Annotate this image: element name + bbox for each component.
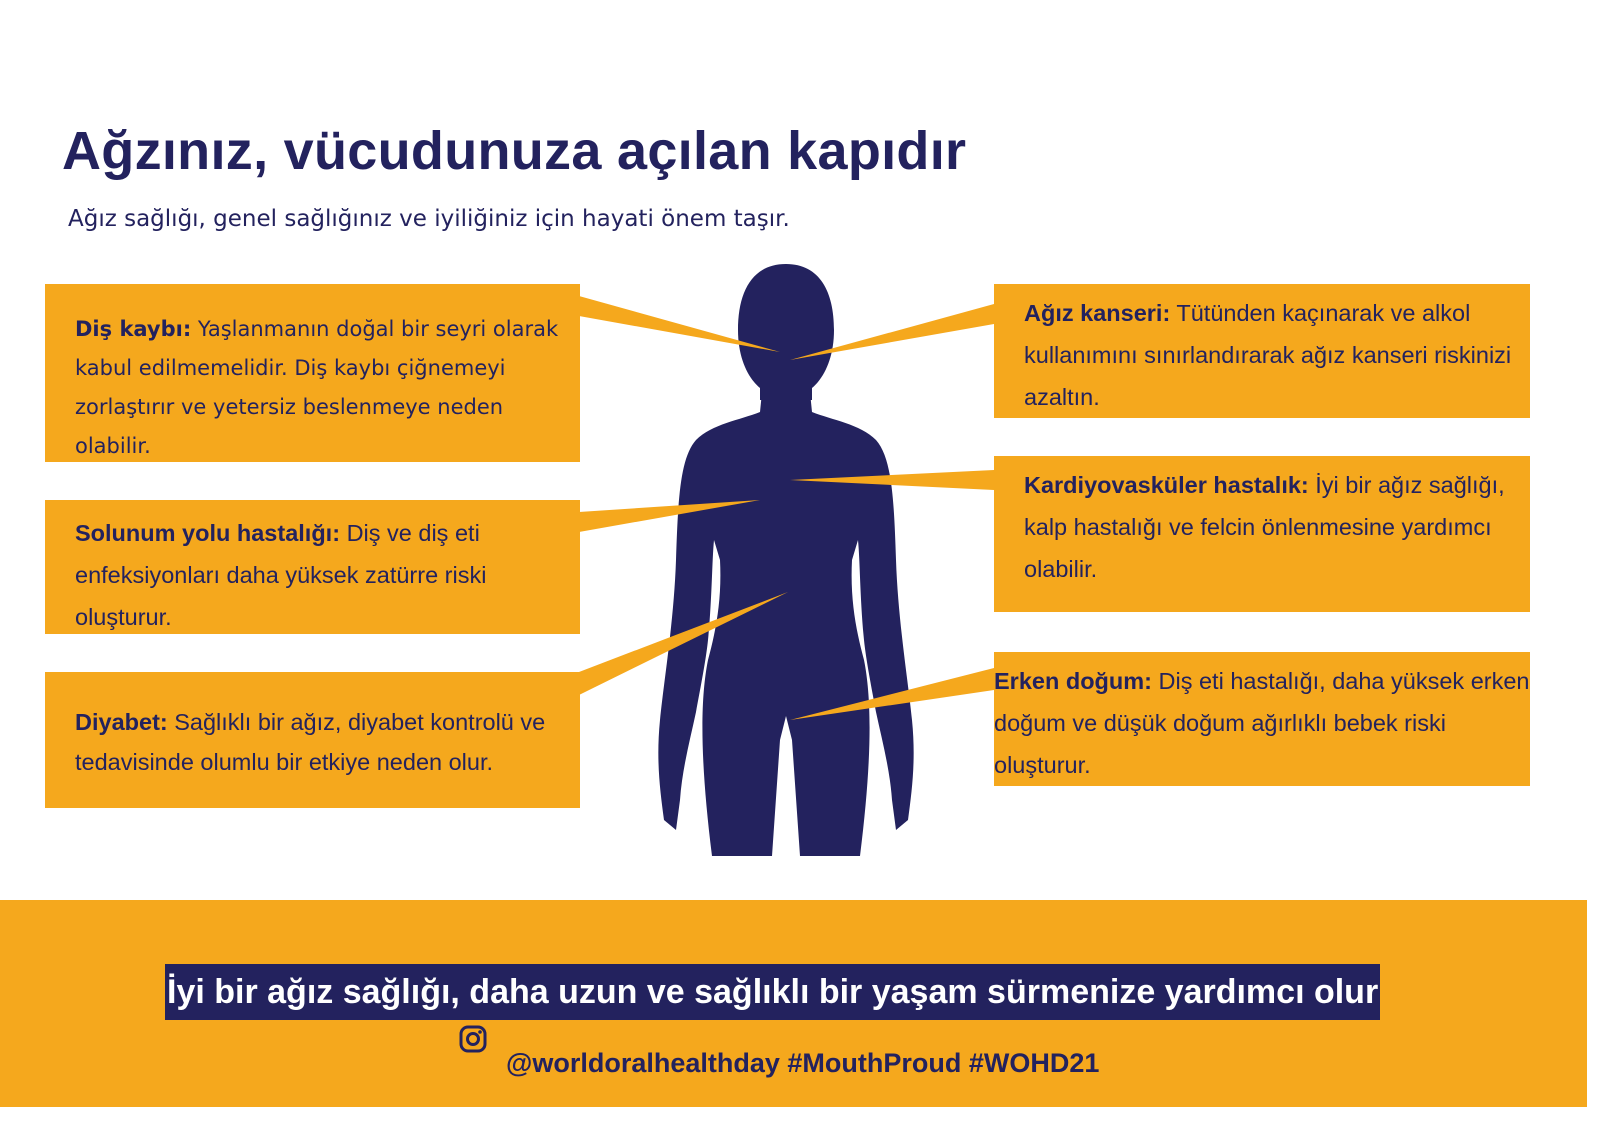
body-silhouette <box>658 264 913 856</box>
card-respiratory <box>45 500 580 634</box>
card-heading: Diş kaybı: <box>75 317 192 341</box>
silhouette-head <box>738 264 834 400</box>
page-subtitle: Ağız sağlığı, genel sağlığınız ve iyiliğiniz için hayati önem taşır. <box>68 206 790 232</box>
card-diabetes <box>45 672 580 808</box>
card-heading: Kardiyovasküler hastalık: <box>1024 472 1309 498</box>
instagram-icon[interactable] <box>458 1024 488 1054</box>
page-title: Ağzınız, vücudunuza açılan kapıdır <box>62 121 967 181</box>
card-heading: Solunum yolu hastalığı: <box>75 520 341 546</box>
social-line <box>506 1048 1099 1079</box>
card-heading: Erken doğum: <box>994 668 1152 694</box>
card-text: Diş ve diş eti enfeksiyonları daha yüksek zatürre riski oluşturur. <box>75 520 487 630</box>
card-oral-cancer <box>994 284 1530 418</box>
card-text: Diş eti hastalığı, daha yüksek erken doğum ve düşük doğum ağırlıklı bebek riski oluşturur. <box>994 668 1530 778</box>
social-handle[interactable]: @worldoralhealthday <box>506 1048 780 1078</box>
card-text: Yaşlanmanın doğal bir seyri olarak kabul edilmemelidir. Diş kaybı çiğnemeyi zorlaştırır ve yetersiz beslenmeye neden olabilir. <box>75 317 559 458</box>
social-hashtags[interactable]: #MouthProud #WOHD21 <box>787 1048 1100 1078</box>
card-heading: Ağız kanseri: <box>1024 300 1171 326</box>
card-heading: Diyabet: <box>75 709 168 735</box>
card-text: Sağlıklı bir ağız, diyabet kontrolü ve tedavisinde olumlu bir etkiye neden olur. <box>75 709 546 775</box>
card-preterm-birth <box>994 652 1530 786</box>
card-tooth-loss <box>45 284 580 462</box>
card-text: Tütünden kaçınarak ve alkol kullanımını sınırlandırarak ağız kanseri riskinizi azaltın. <box>1024 300 1512 410</box>
footer-tagline: İyi bir ağız sağlığı, daha uzun ve sağlıklı bir yaşam sürmenize yardımcı olur <box>165 964 1380 1020</box>
silhouette-body <box>658 392 913 856</box>
card-text: İyi bir ağız sağlığı, kalp hastalığı ve felcin önlenmesine yardımcı olabilir. <box>1024 472 1505 582</box>
card-cardiovascular <box>994 456 1530 612</box>
